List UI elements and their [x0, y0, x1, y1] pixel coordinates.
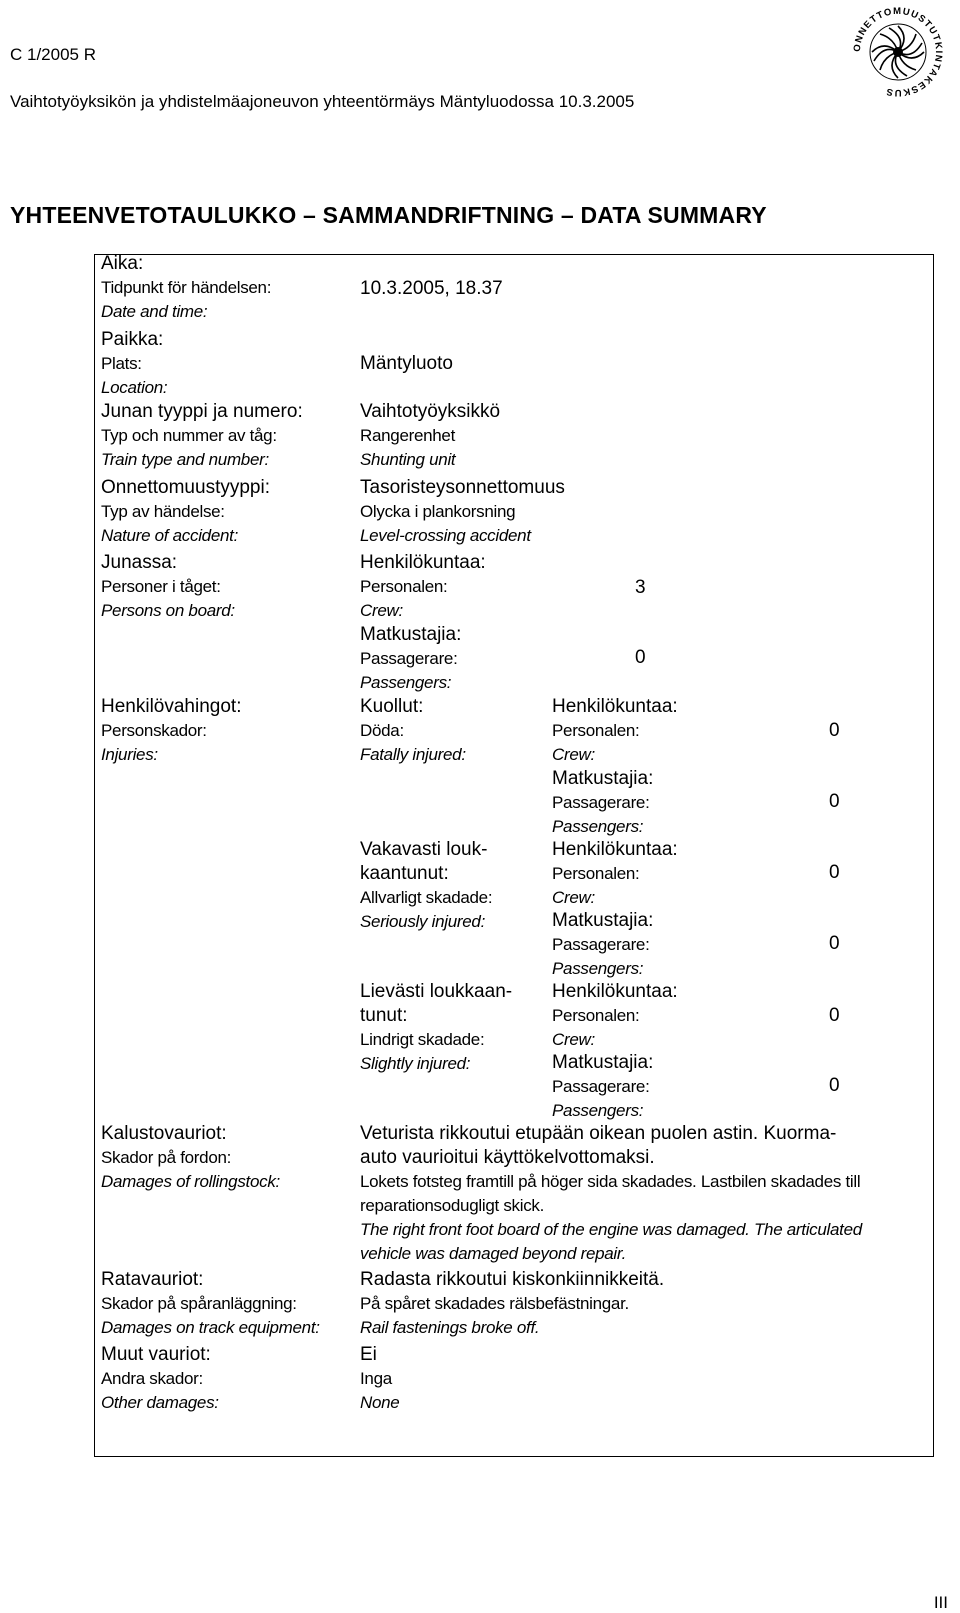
- rollingstock-value: Veturista rikkoutui etupään oikean puolen astin. Kuorma- auto vaurioitui käyttökelvottomaksi. Lokets fotsteg framtill på höger sida skadades. Lastbilen skadades till reparationsodugligt skick. The right front foot board of the engine was damaged. The articulated vehicle was damaged beyond repair.: [360, 1123, 862, 1263]
- persons-passengers-value: 0: [635, 647, 646, 668]
- fatally-crew-value: 0: [829, 720, 840, 741]
- seriously-passengers-value: 0: [829, 933, 840, 954]
- slightly-injured-label: Lievästi loukkaan- tunut: Lindrigt skadade: Slightly injured:: [360, 981, 513, 1073]
- agency-logo: [848, 2, 948, 102]
- page-number: III: [933, 1593, 948, 1612]
- report-code: C 1/2005 R: [10, 45, 96, 64]
- logo-ring-text: ONNETTOMUUSTUTKINTAKESKUS: [851, 5, 945, 99]
- slightly-crew-label: Henkilökuntaa: Personalen: Crew:: [552, 981, 678, 1049]
- injuries-label: Henkilövahingot: Personskador: Injuries:: [101, 696, 242, 764]
- fatally-passengers-label: Matkustajia: Passagerare: Passengers:: [552, 768, 654, 836]
- persons-passengers-label: Matkustajia: Passagerare: Passengers:: [360, 624, 462, 692]
- data-summary-table: [94, 254, 934, 1457]
- nature-value: Tasoristeysonnettomuus Olycka i plankorsning Level-crossing accident: [360, 477, 565, 545]
- seriously-crew-value: 0: [829, 862, 840, 883]
- seriously-crew-label: Henkilökuntaa: Personalen: Crew:: [552, 839, 678, 907]
- slightly-passengers-value: 0: [829, 1075, 840, 1096]
- slightly-passengers-label: Matkustajia: Passagerare: Passengers:: [552, 1052, 654, 1120]
- train-label: Junan tyyppi ja numero: Typ och nummer av tåg: Train type and number:: [101, 401, 303, 469]
- other-damages-label: Muut vauriot: Andra skador: Other damages:: [101, 1344, 219, 1412]
- persons-label: Junassa: Personer i tåget: Persons on board:: [101, 552, 235, 620]
- train-value: Vaihtotyöyksikkö Rangerenhet Shunting unit: [360, 401, 501, 469]
- time-label: Aika: Tidpunkt för händelsen: Date and time:: [101, 253, 272, 321]
- report-title: Vaihtotyöyksikön ja yhdistelmäajoneuvon yhteentörmäys Mäntyluodossa 10.3.2005: [10, 92, 635, 111]
- other-damages-value: Ei Inga None: [360, 1344, 400, 1412]
- fatally-passengers-value: 0: [829, 791, 840, 812]
- fatally-crew-label: Henkilökuntaa: Personalen: Crew:: [552, 696, 678, 764]
- fatally-injured-label: Kuollut: Döda: Fatally injured:: [360, 696, 466, 764]
- persons-crew-label: Henkilökuntaa: Personalen: Crew:: [360, 552, 486, 620]
- persons-crew-value: 3: [635, 577, 646, 598]
- place-label: Paikka: Plats: Location:: [101, 329, 168, 397]
- time-value: 10.3.2005, 18.37: [360, 278, 503, 299]
- seriously-injured-label: Vakavasti louk- kaantunut: Allvarligt skadade: Seriously injured:: [360, 839, 493, 931]
- track-value: Radasta rikkoutui kiskonkiinnikkeitä. På spåret skadades rälsbefästningar. Rail fastenings broke off.: [360, 1269, 665, 1337]
- track-label: Ratavauriot: Skador på spåranläggning: Damages on track equipment:: [101, 1269, 320, 1337]
- place-value: Mäntyluoto: [360, 353, 453, 374]
- page-title: YHTEENVETOTAULUKKO – SAMMANDRIFTNING – DATA SUMMARY: [10, 202, 767, 228]
- nature-label: Onnettomuustyyppi: Typ av händelse: Nature of accident:: [101, 477, 270, 545]
- rollingstock-label: Kalustovauriot: Skador på fordon: Damages of rollingstock:: [101, 1123, 280, 1191]
- seriously-passengers-label: Matkustajia: Passagerare: Passengers:: [552, 910, 654, 978]
- slightly-crew-value: 0: [829, 1005, 840, 1026]
